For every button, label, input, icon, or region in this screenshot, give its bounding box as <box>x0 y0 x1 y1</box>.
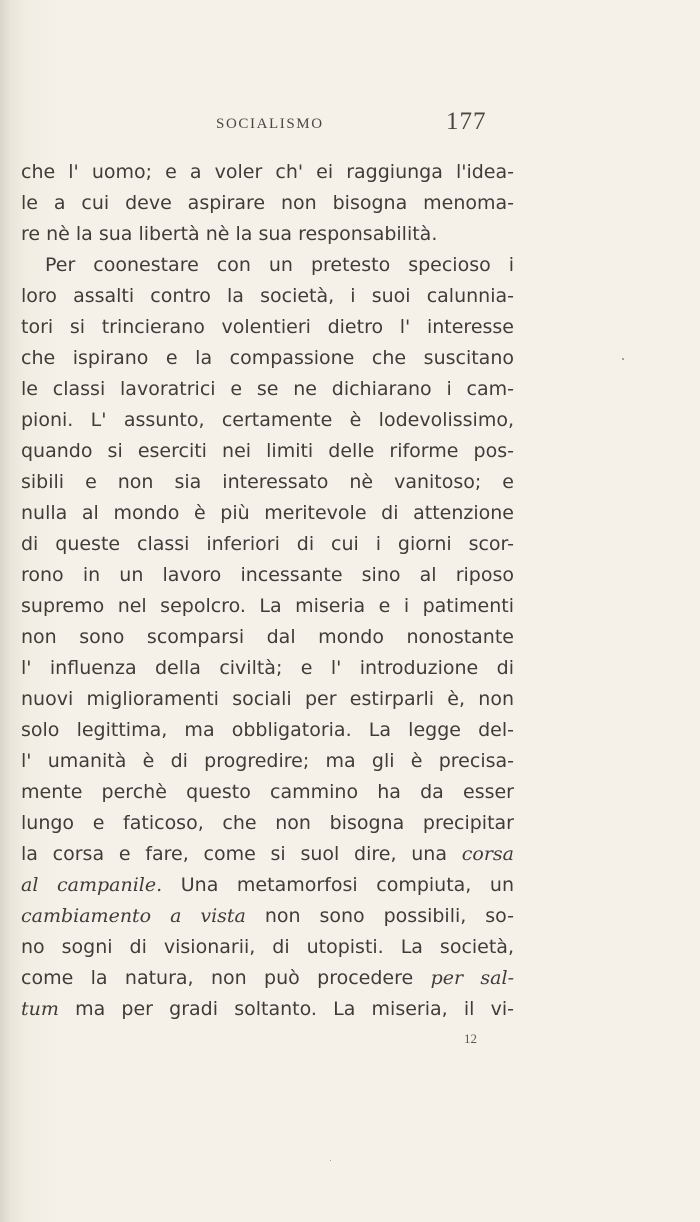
running-head <box>0 108 700 148</box>
text-line <box>21 963 514 994</box>
text-run: l' influenza della civiltà; e l' introduzione di <box>21 657 514 679</box>
text-run: le classi lavoratrici e se ne dichiarano i cam- <box>21 378 514 400</box>
text-run: nuovi miglioramenti sociali per estirparli è, non <box>21 688 514 710</box>
text-run: re nè la sua libertà nè la sua responsabilità. <box>21 223 438 245</box>
text-line <box>21 901 514 932</box>
paper-speck <box>622 358 624 360</box>
text-line <box>21 188 514 219</box>
text-line <box>21 870 514 901</box>
text-line <box>21 312 514 343</box>
italic-run: per sal- <box>430 967 514 989</box>
text-run: lungo e faticoso, che non bisogna precipitar <box>21 812 514 834</box>
text-line <box>21 529 514 560</box>
text-line <box>21 932 514 963</box>
text-run: la corsa e fare, come si suol dire, una <box>21 843 462 865</box>
text-line <box>21 653 514 684</box>
text-line <box>21 994 514 1025</box>
body-text <box>21 157 514 1025</box>
text-run: che ispirano e la compassione che suscitano <box>21 347 514 369</box>
text-run: tori si trincierano volentieri dietro l' interesse <box>21 316 514 338</box>
text-line <box>21 808 514 839</box>
text-line <box>21 219 514 250</box>
text-line <box>21 715 514 746</box>
text-run: le a cui deve aspirare non bisogna menoma- <box>21 192 514 214</box>
paragraph-first-line <box>21 250 514 281</box>
running-title: SOCIALISMO <box>216 116 324 132</box>
text-run: supremo nel sepolcro. La miseria e i patimenti <box>21 595 514 617</box>
text-run: nulla al mondo è più meritevole di attenzione <box>21 502 514 524</box>
text-line <box>21 436 514 467</box>
text-run: di queste classi inferiori di cui i giorni scor- <box>21 533 514 555</box>
text-line <box>21 281 514 312</box>
text-line <box>21 343 514 374</box>
text-run: no sogni di visionarii, di utopisti. La società, <box>21 936 514 958</box>
text-run: pioni. L' assunto, certamente è lodevolissimo, <box>21 409 514 431</box>
text-line <box>21 498 514 529</box>
text-run: solo legittima, ma obbligatoria. La legge del- <box>21 719 514 741</box>
page-number: 177 <box>446 108 487 135</box>
text-line <box>21 622 514 653</box>
text-run: sibili e non sia interessato nè vanitoso; e <box>21 471 514 493</box>
text-line <box>21 777 514 808</box>
text-run: mente perchè questo cammino ha da esser <box>21 781 514 803</box>
text-run: non sono possibili, so- <box>245 905 514 927</box>
text-run: come la natura, non può procedere <box>21 967 431 989</box>
text-run: che l' uomo; e a voler ch' ei raggiunga l'idea- <box>21 161 514 183</box>
text-line <box>21 467 514 498</box>
text-line <box>21 560 514 591</box>
text-line <box>21 405 514 436</box>
text-run: rono in un lavoro incessante sino al riposo <box>21 564 514 586</box>
text-run: loro assalti contro la società, i suoi calunnia- <box>21 285 514 307</box>
italic-run: cambiamento a vista <box>21 905 246 927</box>
text-line <box>21 839 514 870</box>
italic-run: al campanile. <box>21 874 163 896</box>
text-run: ma per gradi soltanto. La miseria, il vi- <box>58 998 514 1020</box>
paper-speck <box>330 1160 331 1161</box>
text-run: l' umanità è di progredire; ma gli è precisa- <box>21 750 514 772</box>
signature-mark: 12 <box>464 1031 477 1046</box>
text-line <box>21 684 514 715</box>
text-run: Una metamorfosi compiuta, un <box>162 874 515 896</box>
text-line <box>21 746 514 777</box>
text-run: quando si eserciti nei limiti delle riforme pos- <box>21 440 514 462</box>
text-line <box>21 591 514 622</box>
italic-run: tum <box>21 998 59 1020</box>
text-line <box>21 157 514 188</box>
text-run: non sono scomparsi dal mondo nonostante <box>21 626 514 648</box>
italic-run: corsa <box>461 843 514 865</box>
text-run: Per coonestare con un pretesto specioso i <box>45 254 514 276</box>
text-line <box>21 374 514 405</box>
